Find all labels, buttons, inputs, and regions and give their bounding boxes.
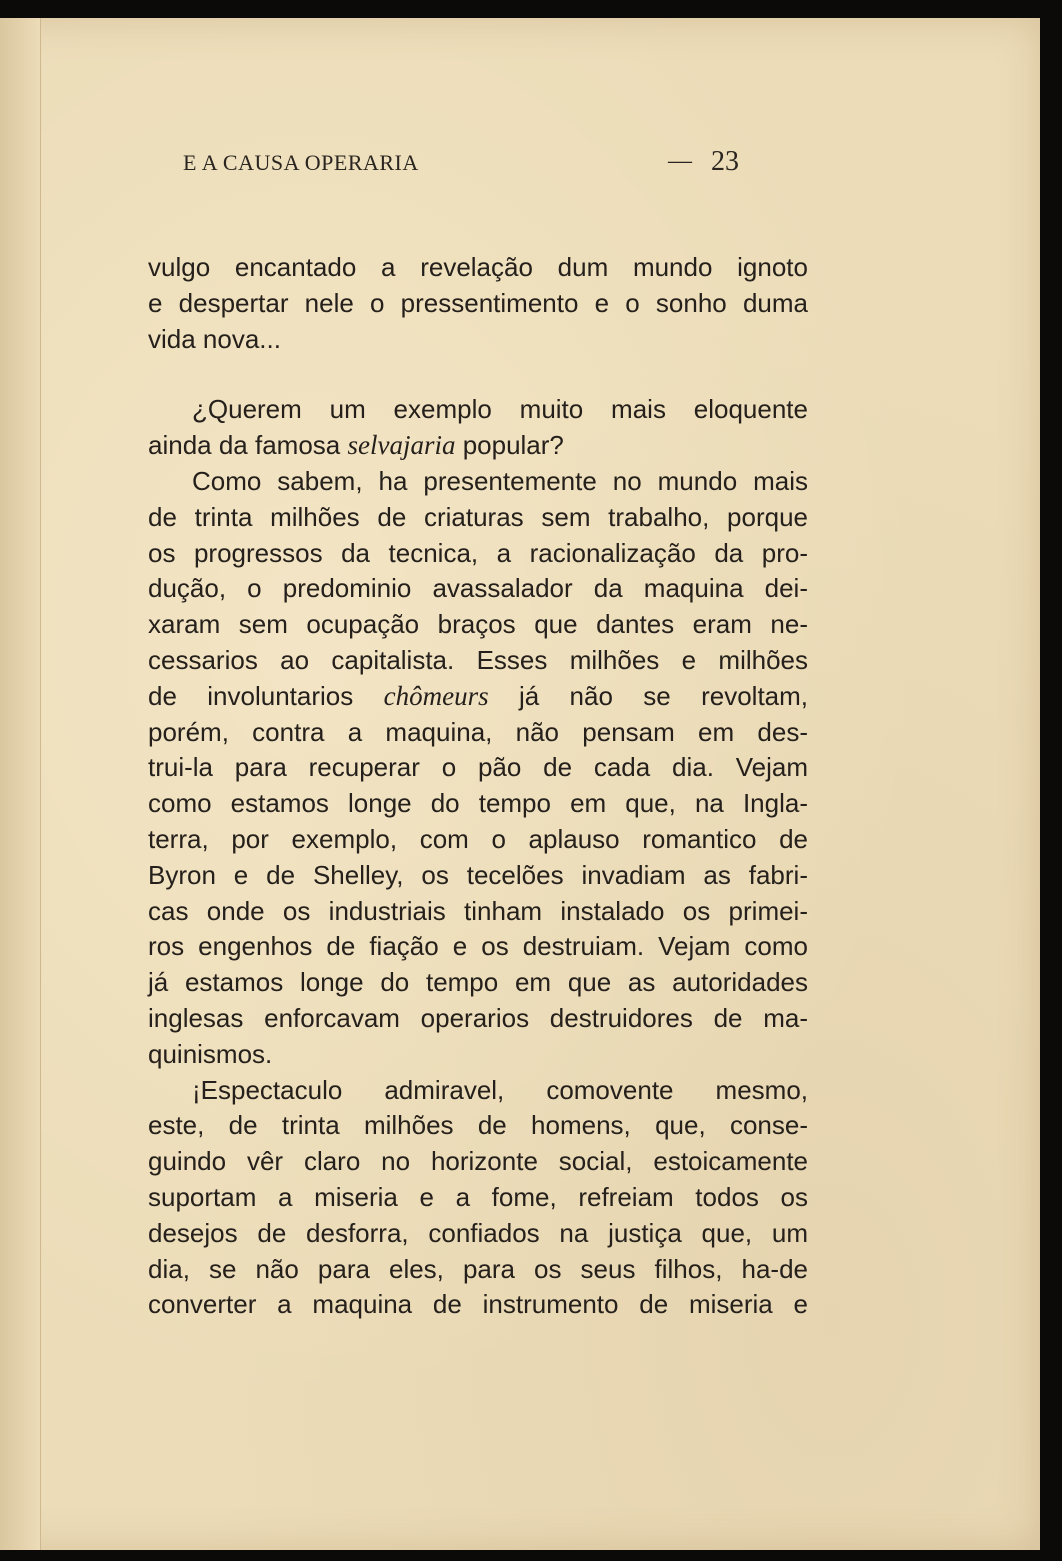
text-run: de trinta milhões de criaturas sem trabalho, porque bbox=[148, 501, 808, 532]
text-run: desejos de desforra, confiados na justiça que, um bbox=[148, 1217, 808, 1248]
text-run: já não se revoltam, bbox=[488, 680, 809, 711]
text-run: Byron e de Shelley, os tecelões invadiam as fabri- bbox=[148, 859, 808, 890]
text-run: Como sabem, ha presentemente no mundo mais bbox=[192, 465, 808, 496]
text-run: cessarios ao capitalista. Esses milhões e milhões bbox=[148, 644, 808, 675]
text-line bbox=[148, 536, 808, 572]
running-head-title: E A CAUSA OPERARIA bbox=[183, 150, 419, 175]
text-run: xaram sem ocupação braços que dantes eram ne- bbox=[148, 609, 808, 640]
running-head-dash: — bbox=[668, 148, 692, 174]
text-line bbox=[148, 822, 808, 858]
text-run: os progressos da tecnica, a racionalização da pro- bbox=[148, 537, 808, 568]
paragraph-gap bbox=[148, 357, 808, 392]
book-page bbox=[0, 18, 1040, 1550]
text-line bbox=[148, 1001, 808, 1037]
text-run: guindo vêr claro no horizonte social, estoicamente bbox=[148, 1146, 808, 1177]
text-line bbox=[148, 929, 808, 965]
text-run: ¡Espectaculo admiravel, comovente mesmo, bbox=[192, 1074, 808, 1105]
text-line bbox=[148, 392, 808, 428]
text-run: vulgo encantado a revelação dum mundo ignoto bbox=[148, 252, 808, 282]
text-run: ¿Querem um exemplo muito mais eloquente bbox=[192, 394, 808, 425]
text-line bbox=[148, 643, 808, 679]
text-run: converter a maquina de instrumento de miseria e bbox=[148, 1289, 808, 1320]
text-line bbox=[148, 428, 808, 464]
text-run: cas onde os industriais tinham instalado os primei- bbox=[148, 895, 808, 926]
text-run: suportam a miseria e a fome, refreiam todos os bbox=[148, 1181, 808, 1212]
text-line bbox=[148, 1252, 808, 1288]
italic-term: selvajaria bbox=[347, 430, 456, 461]
text-line bbox=[148, 1073, 808, 1109]
text-run: este, de trinta milhões de homens, que, conse- bbox=[148, 1110, 808, 1141]
text-run: quinismos. bbox=[148, 1038, 273, 1069]
text-run: trui-la para recuperar o pão de cada dia. Vejam bbox=[148, 752, 808, 783]
text-line bbox=[148, 1216, 808, 1252]
text-line bbox=[148, 500, 808, 536]
text-run: dia, se não para eles, para os seus filhos, ha-de bbox=[148, 1253, 808, 1284]
text-run: dução, o predominio avassalador da maquina dei- bbox=[148, 573, 808, 604]
text-line bbox=[148, 1108, 808, 1144]
running-head bbox=[183, 146, 743, 180]
text-line bbox=[148, 786, 808, 822]
text-line bbox=[148, 250, 808, 286]
italic-term: chômeurs bbox=[383, 680, 489, 711]
text-run: vida nova... bbox=[148, 323, 281, 354]
text-run: popular? bbox=[455, 430, 564, 461]
text-line bbox=[148, 715, 808, 751]
text-line bbox=[148, 464, 808, 500]
text-run: terra, por exemplo, com o aplauso romantico de bbox=[148, 823, 808, 854]
text-run: e despertar nele o pressentimento e o sonho duma bbox=[148, 287, 808, 318]
text-line bbox=[148, 571, 808, 607]
text-line bbox=[148, 965, 808, 1001]
text-run: inglesas enforcavam operarios destruidores de ma- bbox=[148, 1002, 808, 1033]
text-line bbox=[148, 322, 808, 358]
text-line bbox=[148, 607, 808, 643]
text-line bbox=[148, 1144, 808, 1180]
text-run: de involuntarios bbox=[148, 680, 384, 711]
text-line bbox=[148, 1180, 808, 1216]
text-run: ainda da famosa bbox=[148, 430, 348, 461]
text-run: porém, contra a maquina, não pensam em des- bbox=[148, 716, 808, 747]
text-run: ros engenhos de fiação e os destruiam. Vejam como bbox=[148, 931, 808, 962]
text-run: como estamos longe do tempo em que, na Ingla- bbox=[148, 788, 808, 819]
page-gutter bbox=[0, 18, 41, 1550]
text-run: já estamos longe do tempo em que as autoridades bbox=[148, 967, 808, 998]
text-line bbox=[148, 286, 808, 322]
text-line bbox=[148, 1037, 808, 1073]
text-line bbox=[148, 894, 808, 930]
body-text bbox=[148, 250, 808, 1323]
text-line bbox=[148, 679, 808, 715]
text-line bbox=[148, 1287, 808, 1323]
text-line bbox=[148, 858, 808, 894]
page-number: 23 bbox=[711, 146, 739, 177]
text-line bbox=[148, 750, 808, 786]
